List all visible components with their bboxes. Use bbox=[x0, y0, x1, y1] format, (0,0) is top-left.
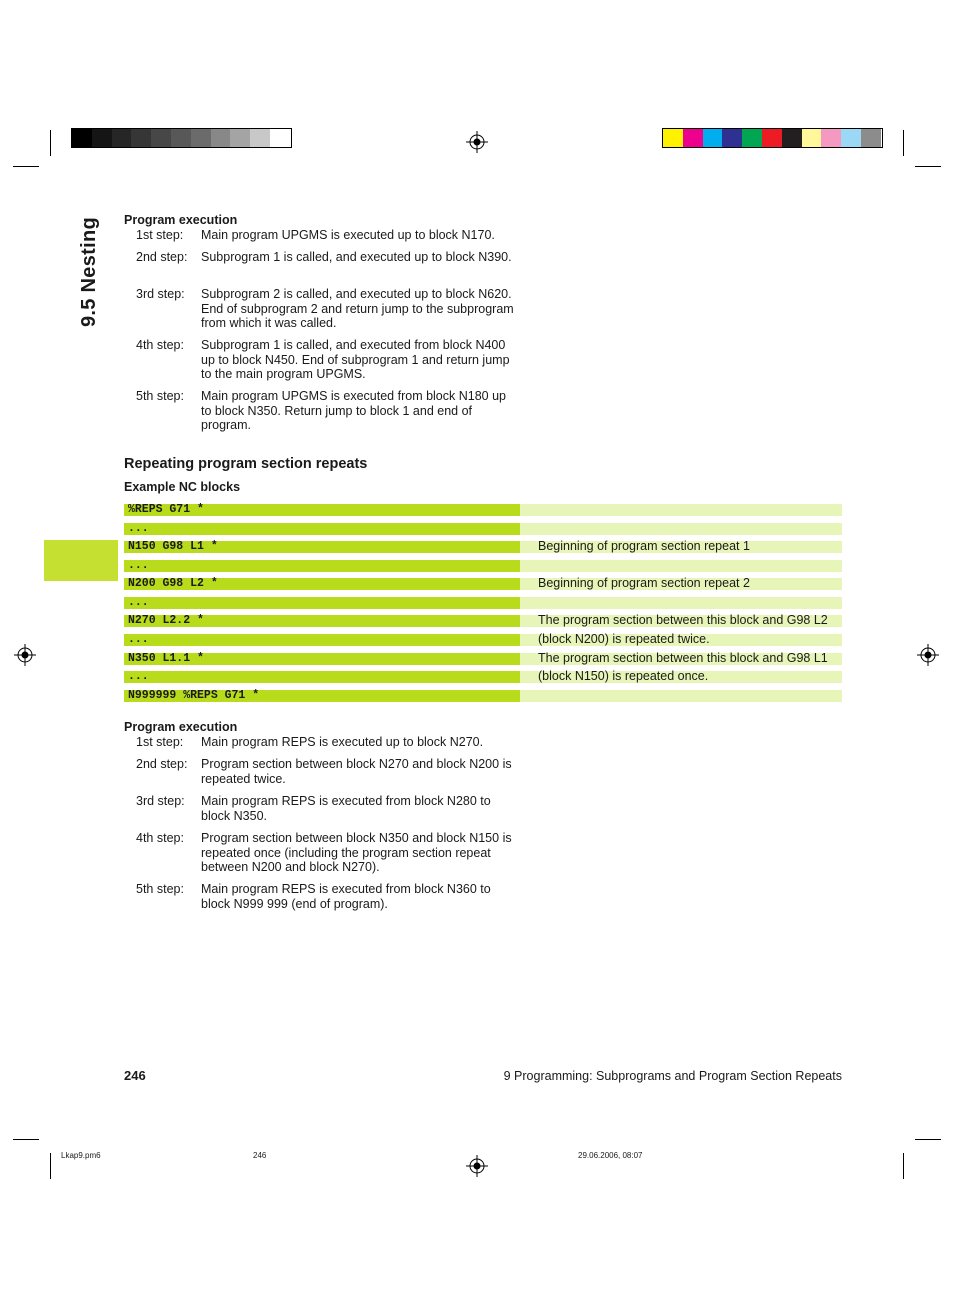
nc-code-cell bbox=[124, 560, 520, 572]
step-text: Main program REPS is executed up to block N270. bbox=[201, 735, 484, 749]
slug-page: 246 bbox=[253, 1151, 267, 1160]
nc-comment-cell bbox=[520, 690, 842, 702]
nc-comment-cell bbox=[520, 523, 842, 535]
crop-mark bbox=[13, 1139, 39, 1140]
nc-code-cell bbox=[124, 634, 520, 646]
nc-comment: (block N200) is repeated twice. bbox=[538, 632, 710, 646]
nc-comment: The program section between this block and G98 L1 bbox=[538, 651, 828, 665]
crop-mark bbox=[50, 1153, 51, 1179]
nc-code: N350 L1.1 * bbox=[128, 652, 204, 665]
step-item bbox=[136, 250, 536, 282]
registration-mark-icon bbox=[466, 1155, 488, 1177]
chapter-footer: 9 Programming: Subprograms and Program Section Repeats bbox=[503, 1069, 842, 1083]
gray-bar-frame bbox=[71, 128, 292, 148]
section-title-vertical: 9.5 Nesting bbox=[78, 217, 100, 327]
step-label: 2nd step: bbox=[136, 757, 188, 771]
step-text: Main program REPS is executed from block N360 to block N999 999 (end of program). bbox=[201, 882, 491, 911]
nc-code: ... bbox=[128, 559, 149, 572]
example-heading: Example NC blocks bbox=[124, 480, 241, 494]
nc-code: ... bbox=[128, 633, 149, 646]
step-item bbox=[136, 794, 536, 826]
nc-comment-cell bbox=[520, 560, 842, 572]
step-item bbox=[136, 882, 536, 914]
nc-comment: Beginning of program section repeat 1 bbox=[538, 539, 750, 553]
registration-mark-icon bbox=[14, 644, 36, 666]
step-label: 3rd step: bbox=[136, 287, 185, 301]
registration-mark-icon bbox=[466, 131, 488, 153]
step-text: Subprogram 1 is called, and executed up to block N390. bbox=[201, 250, 512, 264]
nc-code: ... bbox=[128, 670, 149, 683]
registration-mark-icon bbox=[917, 644, 939, 666]
step-item bbox=[136, 338, 536, 384]
step-item bbox=[136, 831, 536, 877]
step-text: Program section between block N270 and block N200 is repeated twice. bbox=[201, 757, 512, 786]
nc-comment-cell bbox=[520, 504, 842, 516]
nc-code: ... bbox=[128, 596, 149, 609]
program-execution-heading: Program execution bbox=[124, 720, 238, 734]
nc-code-cell bbox=[124, 523, 520, 535]
nc-code-cell bbox=[124, 597, 520, 609]
crop-mark bbox=[50, 130, 51, 156]
nc-code: %REPS G71 * bbox=[128, 503, 204, 516]
step-text: Program section between block N350 and block N150 is repeated once (including the program section repeat between N200 and block N270). bbox=[201, 831, 512, 875]
section-heading: Repeating program section repeats bbox=[124, 456, 368, 472]
crop-mark bbox=[13, 166, 39, 167]
step-label: 5th step: bbox=[136, 389, 184, 403]
step-label: 4th step: bbox=[136, 831, 184, 845]
step-item bbox=[136, 735, 536, 751]
crop-mark bbox=[915, 1139, 941, 1140]
nc-code: N200 G98 L2 * bbox=[128, 577, 218, 590]
nc-comment: The program section between this block and G98 L2 bbox=[538, 613, 828, 627]
step-text: Main program UPGMS is executed up to block N170. bbox=[201, 228, 495, 242]
crop-mark bbox=[915, 166, 941, 167]
step-item bbox=[136, 389, 536, 435]
step-label: 1st step: bbox=[136, 228, 184, 242]
nc-code: N999999 %REPS G71 * bbox=[128, 689, 260, 702]
color-bar-frame bbox=[662, 128, 883, 148]
step-item bbox=[136, 757, 536, 789]
nc-code: ... bbox=[128, 522, 149, 535]
crop-mark bbox=[903, 1153, 904, 1179]
nc-code: N150 G98 L1 * bbox=[128, 540, 218, 553]
page-number: 246 bbox=[124, 1068, 146, 1083]
step-item bbox=[136, 228, 536, 244]
step-label: 1st step: bbox=[136, 735, 184, 749]
nc-comment: Beginning of program section repeat 2 bbox=[538, 576, 750, 590]
nc-comment: (block N150) is repeated once. bbox=[538, 669, 709, 683]
nc-comment-cell bbox=[520, 597, 842, 609]
slug-date: 29.06.2006, 08:07 bbox=[578, 1151, 643, 1160]
step-label: 2nd step: bbox=[136, 250, 188, 264]
step-item bbox=[136, 287, 536, 333]
step-text: Main program UPGMS is executed from block N180 up to block N350. Return jump to block 1 and end of program. bbox=[201, 389, 506, 433]
crop-mark bbox=[903, 130, 904, 156]
chapter-tab bbox=[44, 540, 118, 581]
slug-file: Lkap9.pm6 bbox=[61, 1151, 101, 1160]
step-label: 3rd step: bbox=[136, 794, 185, 808]
step-text: Subprogram 1 is called, and executed from block N400 up to block N450. End of subprogram 1 and return jump to the main program UPGMS. bbox=[201, 338, 510, 382]
step-label: 5th step: bbox=[136, 882, 184, 896]
nc-code: N270 L2.2 * bbox=[128, 614, 204, 627]
nc-code-cell bbox=[124, 671, 520, 683]
program-execution-heading: Program execution bbox=[124, 213, 238, 227]
step-text: Main program REPS is executed from block N280 to block N350. bbox=[201, 794, 491, 823]
step-text: Subprogram 2 is called, and executed up to block N620. End of subprogram 2 and return jump to the subprogram from which it was called. bbox=[201, 287, 514, 331]
step-label: 4th step: bbox=[136, 338, 184, 352]
